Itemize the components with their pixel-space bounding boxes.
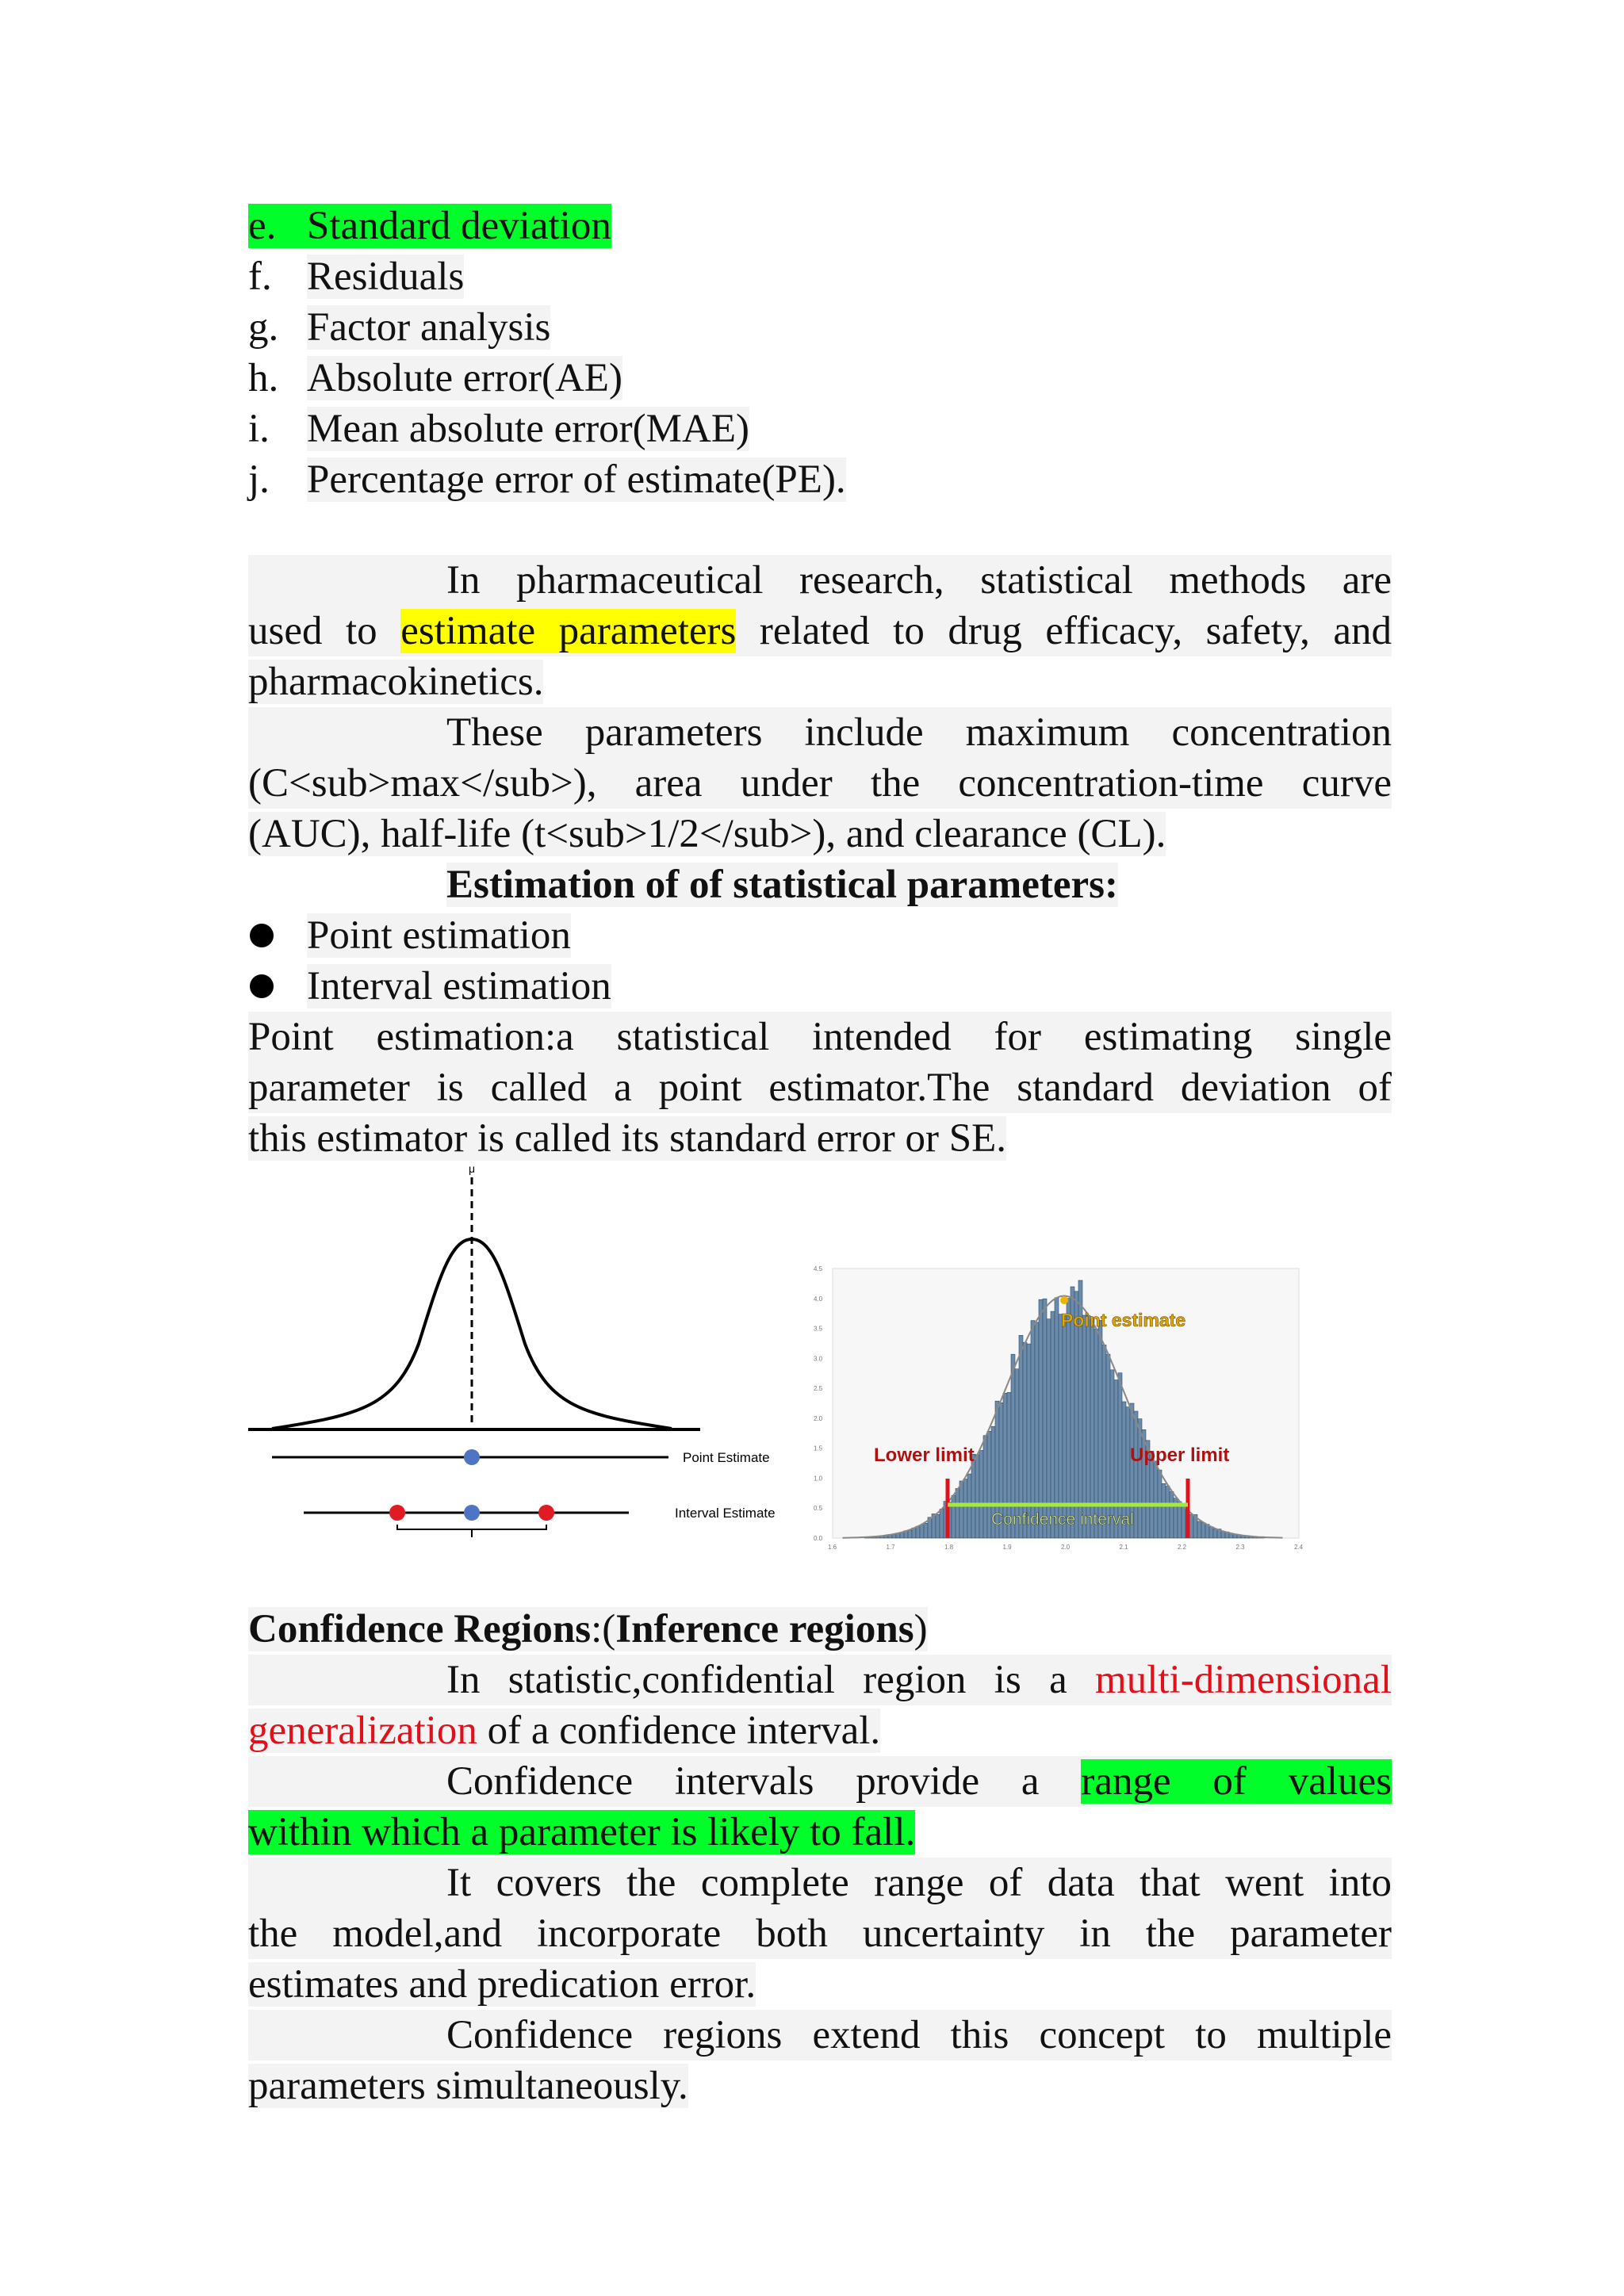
histogram-figure — [809, 1261, 1308, 1554]
bullet-item — [248, 961, 1392, 1012]
paragraph-line — [248, 1959, 1392, 2010]
heading-text: Inference regions — [615, 1607, 914, 1651]
histogram-bar — [1019, 1335, 1023, 1538]
bullet-icon — [250, 924, 274, 947]
y-tick-label: 1.5 — [814, 1445, 823, 1452]
list-item — [248, 353, 1392, 404]
text-span: Confidence intervals provide a — [446, 1759, 1040, 1804]
paragraph-line: It covers the complete range of data that went into — [248, 1858, 1392, 1908]
bullet-icon — [250, 974, 274, 998]
x-tick-label: 2.3 — [1235, 1544, 1245, 1551]
histogram-bar — [1209, 1527, 1213, 1538]
paragraph-line — [248, 1113, 1392, 1164]
lower-limit-callout: Lower limit — [874, 1445, 975, 1466]
paragraph-line — [248, 1705, 1392, 1756]
list-text: Residuals — [307, 254, 465, 299]
list-text: Percentage error of estimate(PE). — [307, 457, 846, 502]
histogram-bar — [920, 1525, 924, 1538]
y-tick-label: 3.5 — [814, 1325, 823, 1333]
paragraph-line: Confidence regions extend this concept to multiple — [248, 2010, 1392, 2061]
histogram-bar — [1043, 1299, 1047, 1538]
normal-distribution-figure — [248, 1161, 819, 1554]
histogram-bar — [1205, 1525, 1209, 1538]
histogram-bar — [956, 1489, 959, 1539]
list-text: Mean absolute error(MAE) — [307, 407, 749, 451]
text-span: In statistic,confidential region is a — [446, 1658, 1067, 1702]
section-heading — [248, 1604, 1392, 1655]
heading-text: Confidence Regions — [248, 1607, 592, 1651]
histogram-bar — [1039, 1299, 1043, 1538]
x-tick-label: 2.1 — [1119, 1544, 1128, 1551]
histogram-bar — [952, 1495, 956, 1538]
mu-label: μ — [469, 1162, 476, 1175]
upper-interval-marker — [538, 1505, 554, 1521]
histogram-bar — [983, 1436, 987, 1538]
upper-limit-callout: Upper limit — [1130, 1445, 1230, 1466]
histogram-bar — [1189, 1514, 1193, 1538]
list-marker: f. — [248, 254, 272, 299]
histogram-bar — [1178, 1502, 1182, 1538]
histogram-bar — [1027, 1344, 1031, 1538]
x-tick-label: 2.4 — [1294, 1544, 1304, 1551]
heading-text: ) — [914, 1607, 928, 1651]
list-marker: j. — [248, 457, 270, 502]
histogram-bar — [963, 1479, 967, 1538]
histogram-bar — [1201, 1523, 1205, 1538]
highlighted-text: range of values — [1081, 1759, 1392, 1804]
text-span: (AUC), half-life (t<sub>1/2</sub>), and clearance (CL). — [248, 812, 1166, 856]
histogram-bar — [1170, 1491, 1174, 1538]
histogram-bar — [1055, 1298, 1059, 1538]
bullet-item — [248, 910, 1392, 961]
text-span: used to — [248, 609, 377, 653]
section-heading — [248, 859, 1392, 910]
paragraph-line: These parameters include maximum concentration — [248, 707, 1392, 758]
histogram-bar — [1023, 1342, 1027, 1538]
x-tick-label: 1.8 — [944, 1544, 954, 1551]
list-marker: e. — [248, 204, 277, 248]
y-tick-label: 4.0 — [814, 1295, 823, 1303]
paragraph-line: parameter is called a point estimator.The standard deviation of — [248, 1062, 1392, 1113]
paragraph-line — [248, 606, 1392, 656]
point-estimate-dot — [1060, 1296, 1068, 1304]
histogram-bar — [1102, 1345, 1106, 1538]
histogram-bar — [908, 1530, 912, 1538]
text-span: of a confidence interval. — [487, 1709, 881, 1753]
y-tick-label: 4.5 — [814, 1265, 823, 1272]
list-text: Absolute error(AE) — [307, 356, 622, 400]
paragraph-line — [248, 656, 1392, 707]
histogram-bar — [936, 1514, 940, 1538]
paragraph-line — [248, 1756, 1392, 1807]
y-tick-label: 2.0 — [814, 1414, 823, 1422]
interval-center-marker — [464, 1505, 480, 1521]
paragraph-line: (C<sub>max</sub>), area under the concentration-time curve — [248, 758, 1392, 809]
histogram-bar — [1134, 1411, 1138, 1538]
list-item — [248, 201, 1392, 251]
interval-bracket — [397, 1525, 546, 1537]
histogram-bar — [1154, 1461, 1158, 1538]
y-tick-label: 3.0 — [814, 1355, 823, 1363]
bullet-text: Interval estimation — [307, 964, 611, 1008]
text-span: this estimator is called its standard error or SE. — [248, 1116, 1007, 1161]
histogram-bar — [1162, 1483, 1166, 1538]
text-span: pharmacokinetics. — [248, 660, 544, 704]
paragraph-line — [248, 2061, 1392, 2111]
x-tick-label: 1.6 — [828, 1544, 837, 1551]
highlighted-text: estimate parameters — [400, 609, 737, 653]
bullet-text: Point estimation — [307, 913, 571, 958]
histogram-bar — [1213, 1529, 1217, 1538]
paragraph-line: Point estimation:a statistical intended for estimating single — [248, 1012, 1392, 1062]
heading-text: :( — [591, 1607, 616, 1651]
list-item — [248, 454, 1392, 505]
y-tick-label: 0.0 — [814, 1535, 823, 1542]
list-marker: h. — [248, 356, 279, 400]
list-marker: i. — [248, 407, 270, 451]
red-text: generalization — [248, 1709, 477, 1753]
list-item — [248, 251, 1392, 302]
histogram-bar — [924, 1523, 928, 1538]
highlighted-text: within which a parameter is likely to fall. — [248, 1810, 916, 1854]
list-text: Factor analysis — [307, 305, 551, 350]
x-tick-label: 1.7 — [886, 1544, 895, 1551]
paragraph-line — [248, 1807, 1392, 1858]
text-span: estimates and predication error. — [248, 1962, 756, 2007]
point-estimate-label: Point Estimate — [683, 1450, 770, 1465]
histogram-bar — [979, 1450, 983, 1538]
y-tick-label: 1.0 — [814, 1475, 823, 1483]
histogram-bar — [940, 1509, 944, 1538]
histogram-bar — [916, 1526, 920, 1538]
histogram-bar — [959, 1481, 963, 1538]
text-span: parameters simultaneously. — [248, 2064, 688, 2108]
confidence-interval-callout: Confidence interval — [991, 1510, 1134, 1529]
lower-interval-marker — [389, 1505, 405, 1521]
interval-estimate-label: Interval Estimate — [675, 1506, 776, 1521]
paragraph-line: the model,and incorporate both uncertainty in the parameter — [248, 1908, 1392, 1959]
x-tick-label: 2.2 — [1178, 1544, 1187, 1551]
list-item — [248, 302, 1392, 353]
histogram-bar — [1138, 1419, 1142, 1538]
histogram-bar — [1166, 1487, 1170, 1539]
x-tick-label: 1.9 — [1002, 1544, 1012, 1551]
point-estimate-marker — [464, 1449, 480, 1465]
y-tick-label: 2.5 — [814, 1385, 823, 1393]
histogram-bar — [1197, 1521, 1201, 1538]
y-tick-label: 0.5 — [814, 1505, 823, 1513]
histogram-bar — [1182, 1504, 1185, 1538]
red-text: multi-dimensional — [1095, 1658, 1392, 1702]
histogram-bar — [1067, 1299, 1071, 1538]
list-marker: g. — [248, 305, 279, 350]
heading-text: Estimation of of statistical parameters: — [446, 863, 1118, 907]
paragraph-line: In pharmaceutical research, statistical methods are — [248, 555, 1392, 606]
paragraph-line — [248, 809, 1392, 859]
list-text: Standard deviation — [307, 204, 611, 248]
point-estimate-callout: Point estimate — [1061, 1310, 1186, 1330]
text-span: related to drug efficacy, safety, and — [759, 609, 1392, 653]
list-item — [248, 404, 1392, 454]
paragraph-line — [248, 1655, 1392, 1705]
histogram-bar — [975, 1455, 979, 1538]
x-tick-label: 2.0 — [1061, 1544, 1071, 1551]
